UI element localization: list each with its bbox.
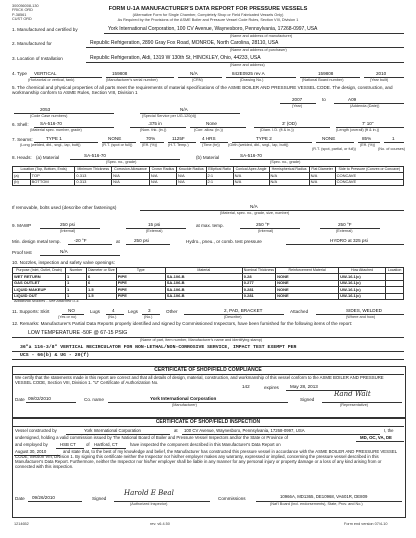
girth-rt-value: NONE (322, 136, 336, 141)
cell: 0.313 (75, 173, 112, 179)
manufacturer-signature: Rand Walt (334, 390, 371, 398)
cell: (a) (13, 173, 31, 179)
removable-label: If removable, bolts used (describe other fastenings) (12, 205, 117, 210)
inspection-heading: CERTIFICATE OF SHOP/FIELD INSPECTION (155, 419, 261, 425)
attached-caption: (Where and how) (346, 315, 376, 319)
shell-diameter-value: 3' (OD) (282, 121, 297, 126)
mawp-ext-caption: (External) (146, 229, 163, 233)
mawp-ext-value: 15 psi (148, 222, 161, 227)
mdmt-at: at (116, 239, 120, 244)
shell-corrosion-caption: (Corr. allow. (in.)) (194, 128, 223, 132)
crn-caption: (CRN) (192, 78, 203, 82)
manufacturer-value: York International Corporation, 100 CV Avenue, Waynesboro, Pennsylvania, 17268-0997, USA (108, 26, 318, 32)
purchaser-value: Republic Refrigeration, 2890 Gray Fox Road, MONROE, North Carolina, 28110, USA (90, 40, 279, 46)
addenda-caption: (Addenda (Date)) (350, 104, 380, 108)
head-b-caption: (Spec. no., grade) (270, 160, 301, 164)
col-conical-apex: Conical Apex Angle (233, 167, 269, 173)
girth-rt-caption: (R.T. (spot, partial, or full)) (312, 147, 356, 151)
cell: N/A (176, 173, 206, 179)
shell-thickness-value: .375 in (148, 121, 162, 126)
footer-right: Form end version 07/4-10 (344, 522, 388, 526)
year-caption: (Year built) (370, 78, 389, 82)
serial-caption: (Manufacturer's serial number) (106, 78, 158, 82)
girth-eff-value: 85% (362, 136, 372, 141)
cell: N/A (149, 179, 176, 185)
i-the-label: I, the (384, 428, 394, 433)
nb-caption: (National Board number) (302, 78, 344, 82)
employer-of-label: of (86, 442, 90, 447)
other-value: 2, PAD, BRACKET (224, 308, 263, 313)
item7-label: 7. Seams: (12, 137, 33, 142)
item5-text: 5. The chemical and physical properties of all parts meet the requirements of material specifications of the ASME BOILER AND PRESSURE VESSEL CODE. The design, construction, and workmanship conform to ASME Rules, Section VIII, Division 1 (12, 85, 393, 96)
co-caption: (Manufacturer) (172, 403, 197, 407)
cell: WET RETURN (13, 274, 66, 280)
cell: 1 (66, 280, 87, 286)
cell: 0.313 (75, 179, 112, 185)
ref-line: 300056008-130 (12, 4, 39, 8)
cell: SA-106-B (165, 274, 242, 280)
long-eff-caption: (Eff. (%)) (142, 143, 158, 147)
ref-line: P-38561 (12, 12, 27, 17)
long-rt-caption: (R.T. (spot or full)) (102, 143, 133, 147)
cell: 6 (87, 280, 117, 286)
shell-diameter-caption: (Diam. I.D. (ft & in.)) (260, 128, 294, 132)
removable-value: N/A (250, 204, 258, 209)
attached-value: SIDES, WELDED (346, 308, 382, 313)
cell: N/A (269, 179, 309, 185)
item12-caption: (Name of part, item number, Manufacturer's name and identifying stamp) (140, 338, 263, 342)
lugs-value: 4 (112, 308, 115, 313)
heat-time-caption: (Time (hr)) (202, 143, 220, 147)
cell: 6 (87, 274, 117, 280)
low-temp-value: LOW TEMPERATURE -50F @ 67-15 PSIG (28, 330, 128, 336)
item12-label: 12. Remarks: Manufacturer's Partial Data Reports properly identified and signed by Commissioned Inspectors, have been furnished for the following items of the report: (12, 321, 353, 326)
cell: N/A (233, 179, 269, 185)
expires-label: expires (264, 385, 279, 390)
cell: N/A (309, 179, 335, 185)
compliance-date-label: Date (15, 397, 25, 402)
item9-label: 9. MAWP (12, 223, 32, 228)
crn-value: N/A (190, 71, 198, 76)
commissions-value: 10966A, MD1365, DE10968, VA601R, DE809 (280, 494, 368, 499)
mawp-caption: (Internal) (60, 229, 76, 233)
co-name-value: York International Corporation (150, 396, 217, 401)
inspector-signature: Harold E Beal (124, 489, 174, 497)
nozzles-table (12, 267, 404, 300)
cell: GAS OUTLET (13, 280, 66, 286)
drawing-caption: (Drawing No.) (240, 78, 264, 82)
form-title: FORM U-1A MANUFACTURER'S DATA REPORT FOR PRESSURE VESSELS (108, 6, 308, 12)
cell: UW-16.1(c) (339, 274, 386, 280)
head-a-label: (a) Material (36, 155, 60, 160)
mawp-value: 250 psi (60, 222, 75, 227)
item2-caption: (Name and address of purchaser) (230, 48, 287, 52)
cell: TOP (30, 173, 75, 179)
girth-eff-caption: (Eff. (%)) (360, 143, 376, 147)
remarks-line-2: UCS - 66(b) & UG - 20(f) (20, 353, 90, 358)
shell-material-caption: (Material spec. number, grade) (30, 128, 82, 132)
heads-table (12, 166, 404, 186)
col-how-attached: How Attached (339, 268, 386, 274)
item6-label: 6. Shell: (12, 122, 29, 127)
inspection-signed-label: Signed (92, 496, 107, 501)
legs-label: Legs (128, 309, 138, 314)
item1-caption: (Name and address of manufacturer) (230, 34, 293, 38)
courses-value: 1 (392, 136, 395, 141)
serial-value: 159808 (112, 71, 128, 76)
co-name-label: Co. name (84, 397, 104, 402)
form-subtitle: (Alternative Form for Single Chamber, Completely Shop or Field Fabricated Vessels Only) (132, 13, 284, 17)
col-material: Material (165, 268, 242, 274)
col-reinforcement: Reinforcement Material (276, 268, 339, 274)
legs-value: 3 (148, 308, 151, 313)
cell: N/A (112, 173, 150, 179)
edition-caption: (Year) (292, 104, 303, 108)
cell: N/A (269, 173, 309, 179)
col-corrosion: Corrosion Allowance (112, 167, 150, 173)
cell: CONCAVE (335, 179, 403, 185)
cell: PIPE (116, 280, 165, 286)
item4-label: 4. Type (12, 71, 27, 76)
max-temp-ext-caption: (External) (336, 229, 353, 233)
inspection-date-value: August 30, 2010 (15, 449, 47, 454)
cell: LIQUID OUT (13, 293, 66, 299)
cell: 2:1 (206, 173, 233, 179)
shell-corrosion-value: None (206, 121, 217, 126)
col-nominal-thickness: Nominal Thickness (242, 268, 275, 274)
head-b-label: (b) Material (196, 155, 220, 160)
employer-value: HSB CT (60, 442, 76, 447)
inspected-text: have inspected the component described in this Manufacturer's Data Report on (130, 442, 281, 447)
lugs-label: Lugs (90, 309, 100, 314)
skirt-caption: (Yes or no) (58, 315, 77, 319)
constructed-at-value: 100 CV Avenue, Waynesboro, Pennsylvania, 17268-0997, USA (184, 428, 305, 433)
rep-caption: (Representative) (340, 403, 369, 407)
shell-material-value: SA-516-70 (40, 121, 62, 126)
constructed-by-value: York International Corporation (84, 428, 141, 433)
commissions-label: Commissions (218, 496, 246, 501)
inspection-date-label: Date (15, 496, 25, 501)
long-rt-value: NONE (108, 136, 122, 141)
heat-time-value: 4 HRS (202, 136, 216, 141)
inspection-sign-date-value: 09/26/2010 (32, 495, 55, 500)
hydro-label: Hydro., pneu., or comb. test pressure (186, 239, 262, 244)
nozzles-note: Additional Nozzles - See Attached U-4. (14, 299, 80, 303)
attached-label: Attached (290, 309, 309, 314)
states-value: MD, OC, VA, DE (360, 435, 392, 440)
footer-left: 1214652 (14, 522, 29, 526)
compliance-heading: CERTIFICATE OF SHOP/FIELD COMPLIANCE (154, 367, 262, 373)
cell: SA-106-B (165, 280, 242, 286)
cell: UW-16.1(c) (339, 293, 386, 299)
cell: N/A (112, 179, 150, 185)
compliance-signed-label: Signed (300, 397, 315, 402)
col-purpose: Purpose (Inlet, Outlet, Drain) (13, 268, 66, 274)
col-location: Location (Top, Bottom, Ends) (13, 167, 75, 173)
cert-number-value: 142 (242, 384, 250, 389)
ref-line: FRICK ORD (12, 8, 33, 13)
mdmt-value: -20 °F (74, 238, 87, 243)
cell: N/A (149, 173, 176, 179)
cell: NONE (276, 293, 339, 299)
cell: 1.5 (87, 287, 117, 293)
expires-value: May 28, 2013 (290, 384, 318, 389)
cell: 1 (66, 293, 87, 299)
shell-thickness-caption: (Nom. thk. (in.)) (140, 128, 167, 132)
removable-caption: (Material, spec. no., grade, size, number) (220, 211, 290, 215)
item10-label: 10. Nozzles, inspection and safety valve openings: (12, 260, 115, 265)
cell (386, 293, 404, 299)
edition-to: to (322, 97, 326, 102)
cell: CONCAVE (335, 173, 403, 179)
cell: 1.5 (87, 293, 117, 299)
skirt-value: NO (68, 308, 75, 313)
cell: N/A (309, 173, 335, 179)
remarks-line-1: 36"a 116-3/8" VERTICAL RECIRCULATOR FOR NON-LETHAL/NON-CORROSIVE SERVICE, IMPACT TEST EXEMPT PER (20, 345, 297, 350)
cell: (b) (13, 179, 31, 185)
cell: NONE (276, 274, 339, 280)
cell: 0.281 (242, 293, 275, 299)
head-a-caption: (Spec. no., grade) (106, 160, 137, 164)
item2-label: 2. Manufactured for (12, 41, 52, 46)
cell: LIQUID MAKEUP (13, 287, 66, 293)
edition-value: 2007 (292, 97, 303, 102)
col-min-thickness: Minimum Thickness (75, 167, 112, 173)
max-temp-ext-value: 250 °F (338, 222, 352, 227)
cell: PIPE (116, 293, 165, 299)
compliance-text: We certify that the statements made in this report are correct and that all details of design, material, construction, and workmanship of this vessel conform to the ASME BOILER AND PRESSURE VESSEL CODE, Section VIII, Division 1. "U" Certificate of Authorization No. (15, 375, 384, 385)
girth-seam-value: TYPE 2 (256, 136, 272, 141)
cell: N/A (233, 173, 269, 179)
special-service-caption: (Special Service per UG-120(d)) (142, 114, 197, 118)
cell: BOTTOM (30, 179, 75, 185)
max-temp-value: 250 °F (256, 222, 270, 227)
head-b-material: SA-516-70 (240, 153, 262, 158)
cell: NONE (276, 287, 339, 293)
installation-value: Republic Refrigeration, Aldi, 1319 W 130th St, HINCKLEY, Ohio, 44233, USA (90, 55, 261, 61)
long-seam-caption: (Long (welded, dbl., sngl., lap, butt)) (20, 143, 81, 147)
inspection-statement: and state that, to the best of my knowledge and belief, the Manufacturer has constructed this pressure vessel in accordance with the ASME BOILER AND PRESSURE VESSEL CODE, Section VIII, Division 1. By signing this certificate neither the Inspector nor his/her employer makes any warranty, expressed or implied, concerning the pressure vessel described in this Manufacturer's Data Report. Furthermore, neither the Inspector nor his/her employer shall be liable in any manner for any personal injury or property damage or a loss of any kind arising from or connected with this inspection. (15, 449, 397, 469)
heat-temp-caption: (H.T. Temp.) (168, 143, 189, 147)
orientation-caption: (Horizontal or vertical, tank) (28, 78, 75, 82)
max-temp-caption: (Internal) (258, 229, 274, 233)
item3-caption: (Name and address) (230, 63, 265, 67)
cell: 0.277 (242, 280, 275, 286)
cell: UW-16.1(c) (339, 287, 386, 293)
head-a-material: SA-516-70 (84, 153, 106, 158)
nb-value: 159808 (318, 71, 334, 76)
col-crown-radius: Crown Radius (149, 167, 176, 173)
cell: 2:1 (206, 179, 233, 185)
shell-length-caption: (Length (overall) (ft & in.)) (336, 128, 380, 132)
code-case-value: 2053 (40, 107, 51, 112)
cell: SA-106-B (165, 287, 242, 293)
col-location: Location (386, 268, 404, 274)
col-elliptical-ratio: Elliptical Ratio (206, 167, 233, 173)
col-flat-diameter: Flat Diameter (309, 167, 335, 173)
long-eff-value: 70% (146, 136, 156, 141)
orientation-value: VERTICAL (34, 71, 57, 76)
year-value: 2010 (376, 71, 387, 76)
item11-label: 11. Supports: Skirt (12, 309, 50, 314)
cell: NONE (276, 280, 339, 286)
item3-label: 3. Location of Installation (12, 56, 63, 61)
legs-caption: (No.) (144, 315, 153, 319)
col-hemispherical: Hemispherical Radius (269, 167, 309, 173)
drawing-value: 842E0925 rev A (232, 71, 265, 76)
item1-label: 1. Manufactured and certified by (12, 27, 78, 32)
heat-temp-value: 1125F (172, 136, 185, 141)
code-case-caption: (Code Case numbers) (30, 114, 68, 118)
cell: PIPE (116, 287, 165, 293)
proof-value: N/A (60, 249, 68, 254)
col-diameter: Diameter or Size (87, 268, 117, 274)
col-number: Number (66, 268, 87, 274)
proof-label: Proof test (12, 250, 32, 255)
girth-seam-caption: (Girth (welded, dbl., sngl., lap, butt)) (228, 143, 289, 147)
addenda-value: A09 (348, 97, 357, 102)
lugs-caption: (No.) (108, 315, 117, 319)
long-seam-value: TYPE 1 (46, 136, 62, 141)
other-caption: (Describe) (224, 315, 242, 319)
table-row (13, 179, 404, 185)
employed-by-label: and employed by (15, 442, 48, 447)
commissions-caption: (Nat'l Board (incl. endorsements), State, Prov. and No.) (270, 502, 363, 506)
cell: PIPE (116, 274, 165, 280)
cell: 1 (66, 274, 87, 280)
at-max-temp-label: at max. temp. (196, 223, 224, 228)
cell: 1 (66, 287, 87, 293)
ref-line: CUST ORD (12, 17, 32, 22)
other-label: Other (166, 309, 178, 314)
mdmt-psi-value: 250 psi (134, 238, 149, 243)
inspector-caption: (Authorized Inspector) (130, 502, 168, 506)
cell: SA-106-B (165, 293, 242, 299)
item8-label: 8. Heads: (12, 155, 32, 160)
form-subtitle-2: As Required by the Provisions of the ASME Boiler and Pressure Vessel Code Rules, Section VIII, Division 1 (117, 18, 299, 22)
commission-text: undersigned, holding a valid commission issued by The National Board of Boiler and Pressure Vessel Inspectors and/or the State or Province of (15, 435, 288, 440)
cell: UW-16.1(c) (339, 280, 386, 286)
constructed-by-label: Vessel constructed by (15, 428, 57, 433)
col-type: Type (116, 268, 165, 274)
shell-length-value: 7' 10" (362, 121, 374, 126)
courses-caption: (No. of courses) (378, 147, 406, 151)
employer-location-value: Hartford, CT (94, 442, 118, 447)
col-side-pressure: Side to Pressure (Convex or Concave) (335, 167, 403, 173)
col-knuckle-radius: Knuckle Radius (176, 167, 206, 173)
special-service-value: N/A (180, 107, 188, 112)
cell: N/A (176, 179, 206, 185)
compliance-date-value: 09/02/2010 (28, 396, 51, 401)
cell: 0.281 (242, 287, 275, 293)
footer-mid: rev: v6.4.50 (150, 522, 170, 526)
mdmt-label: Min. design metal temp. (12, 239, 61, 244)
hydro-value: HYDRO at 325 psi (330, 238, 368, 243)
constructed-at-label: at (174, 428, 178, 433)
cell: 0.28 (242, 274, 275, 280)
